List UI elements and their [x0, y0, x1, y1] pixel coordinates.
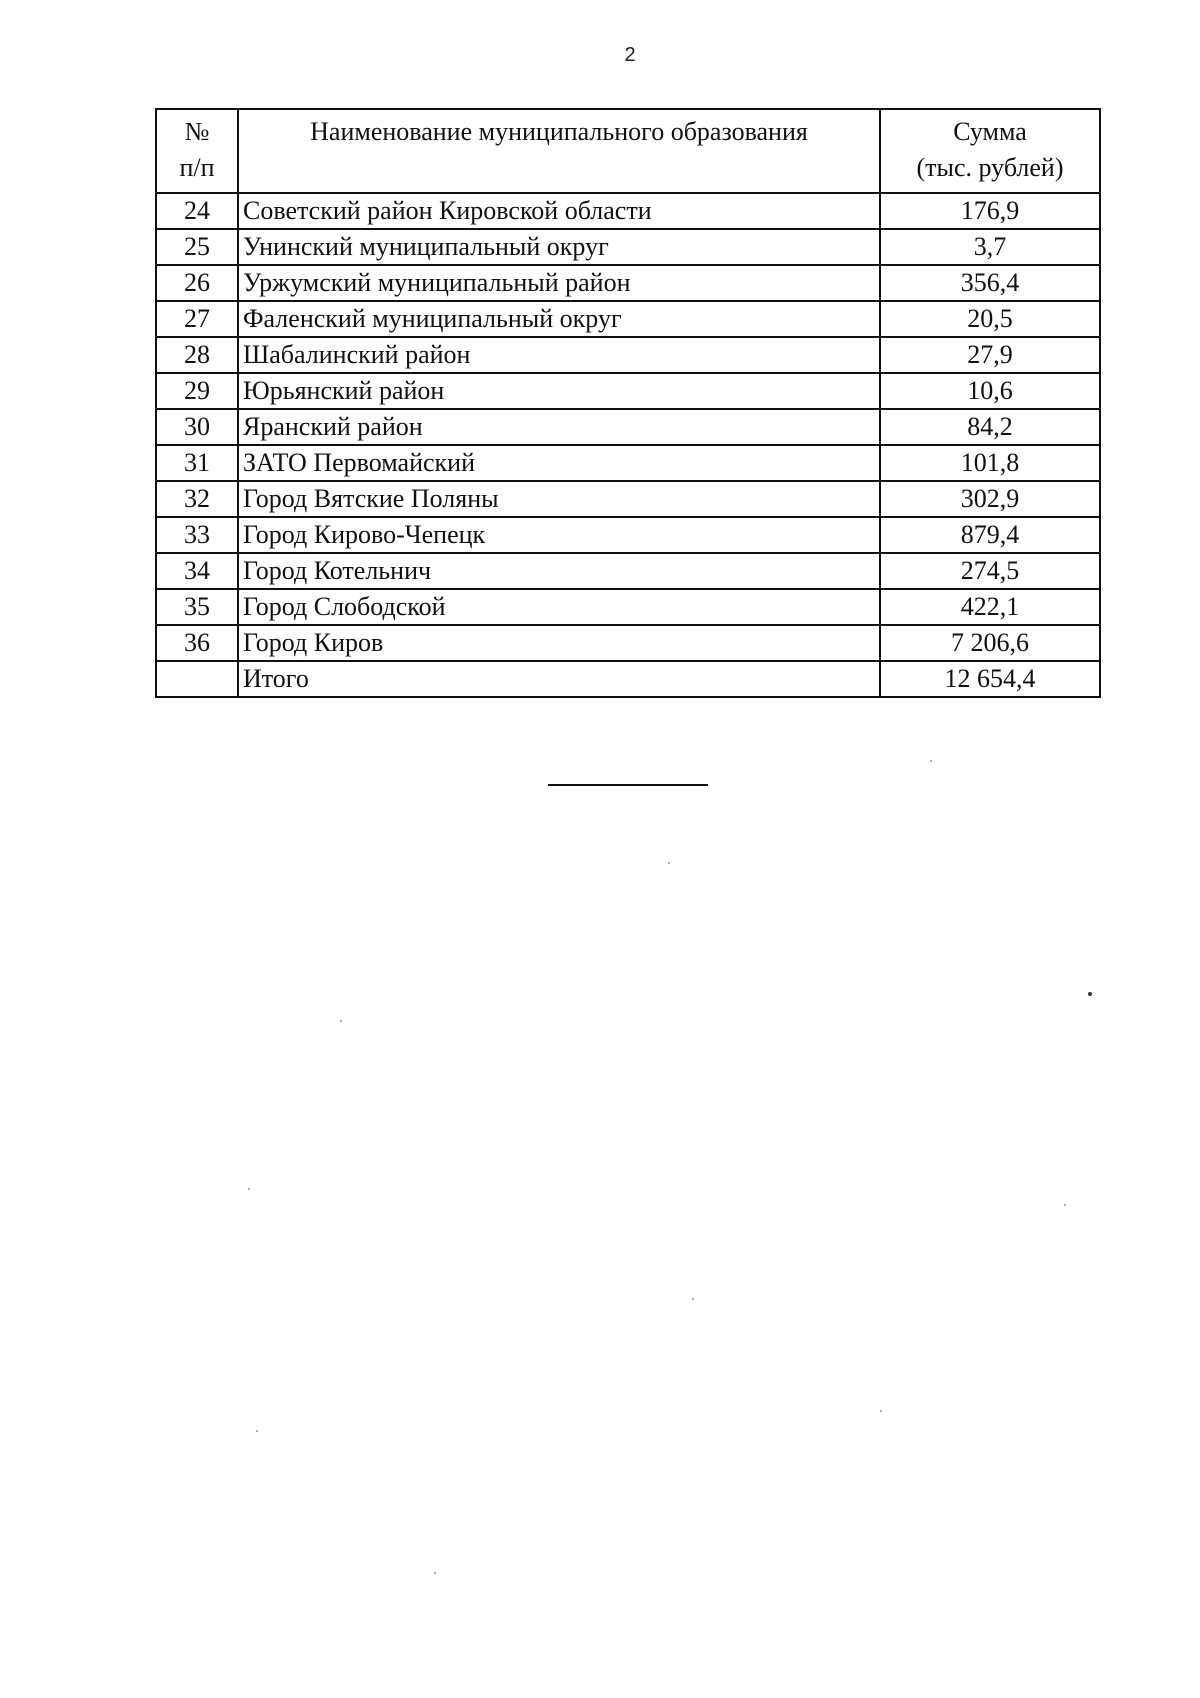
- row-number: 34: [156, 553, 238, 589]
- row-name: Яранский район: [238, 409, 880, 445]
- table-row: [156, 517, 1100, 553]
- table-total-row: [156, 661, 1100, 697]
- row-name: ЗАТО Первомайский: [238, 445, 880, 481]
- row-name: Юрьянский район: [238, 373, 880, 409]
- table-row: [156, 373, 1100, 409]
- row-number: 25: [156, 229, 238, 265]
- row-number: 31: [156, 445, 238, 481]
- row-sum: 356,4: [880, 265, 1100, 301]
- table-row: [156, 553, 1100, 589]
- row-sum: 7 206,6: [880, 625, 1100, 661]
- table-header-row: [156, 109, 1100, 193]
- row-number: 33: [156, 517, 238, 553]
- row-number: 29: [156, 373, 238, 409]
- row-name: Город Кирово-Чепецк: [238, 517, 880, 553]
- row-sum: 10,6: [880, 373, 1100, 409]
- total-label: Итого: [238, 661, 880, 697]
- row-name: Город Киров: [238, 625, 880, 661]
- scan-speck: [1088, 992, 1092, 996]
- header-number: [156, 109, 238, 193]
- row-number: 30: [156, 409, 238, 445]
- row-number: 27: [156, 301, 238, 337]
- scan-speck: [930, 760, 932, 762]
- header-number-line1: №: [184, 117, 210, 146]
- header-number-line2: п/п: [179, 153, 215, 182]
- table-row: [156, 193, 1100, 229]
- scan-speck: [692, 1298, 694, 1300]
- total-sum: 12 654,4: [880, 661, 1100, 697]
- row-sum: 3,7: [880, 229, 1100, 265]
- row-name: Унинский муниципальный округ: [238, 229, 880, 265]
- row-sum: 27,9: [880, 337, 1100, 373]
- row-number: 35: [156, 589, 238, 625]
- table-row: [156, 625, 1100, 661]
- table-row: [156, 265, 1100, 301]
- row-name: Фаленский муниципальный округ: [238, 301, 880, 337]
- scan-speck: [248, 1188, 250, 1190]
- table-row: [156, 481, 1100, 517]
- header-sum: [880, 109, 1100, 193]
- table-row: [156, 409, 1100, 445]
- row-sum: 84,2: [880, 409, 1100, 445]
- row-name: Город Котельнич: [238, 553, 880, 589]
- table-body: [156, 193, 1100, 697]
- total-number: [156, 661, 238, 697]
- row-sum: 101,8: [880, 445, 1100, 481]
- scan-speck: [340, 1020, 342, 1022]
- row-sum: 20,5: [880, 301, 1100, 337]
- row-name: Советский район Кировской области: [238, 193, 880, 229]
- municipal-sums-table: [155, 108, 1101, 698]
- table-row: [156, 229, 1100, 265]
- row-number: 28: [156, 337, 238, 373]
- table-row: [156, 589, 1100, 625]
- row-name: Шабалинский район: [238, 337, 880, 373]
- row-number: 32: [156, 481, 238, 517]
- row-number: 24: [156, 193, 238, 229]
- end-separator-line: [548, 784, 708, 786]
- row-sum: 422,1: [880, 589, 1100, 625]
- row-name: Город Слободской: [238, 589, 880, 625]
- row-sum: 879,4: [880, 517, 1100, 553]
- page-number: 2: [624, 44, 636, 66]
- scan-speck: [256, 1430, 258, 1432]
- row-sum: 274,5: [880, 553, 1100, 589]
- table-row: [156, 301, 1100, 337]
- row-sum: 176,9: [880, 193, 1100, 229]
- row-number: 26: [156, 265, 238, 301]
- row-name: Город Вятские Поляны: [238, 481, 880, 517]
- row-number: 36: [156, 625, 238, 661]
- row-name: Уржумский муниципальный район: [238, 265, 880, 301]
- header-sum-line2: (тыс. рублей): [916, 153, 1064, 182]
- scan-speck: [1064, 1204, 1066, 1206]
- scan-speck: [668, 862, 670, 864]
- table-row: [156, 337, 1100, 373]
- header-name: [238, 109, 880, 193]
- scan-speck: [880, 1410, 882, 1412]
- header-sum-line1: Сумма: [953, 117, 1027, 146]
- scan-speck: [434, 1572, 436, 1574]
- table-row: [156, 445, 1100, 481]
- header-name-text: Наименование муниципального образования: [310, 117, 808, 146]
- row-sum: 302,9: [880, 481, 1100, 517]
